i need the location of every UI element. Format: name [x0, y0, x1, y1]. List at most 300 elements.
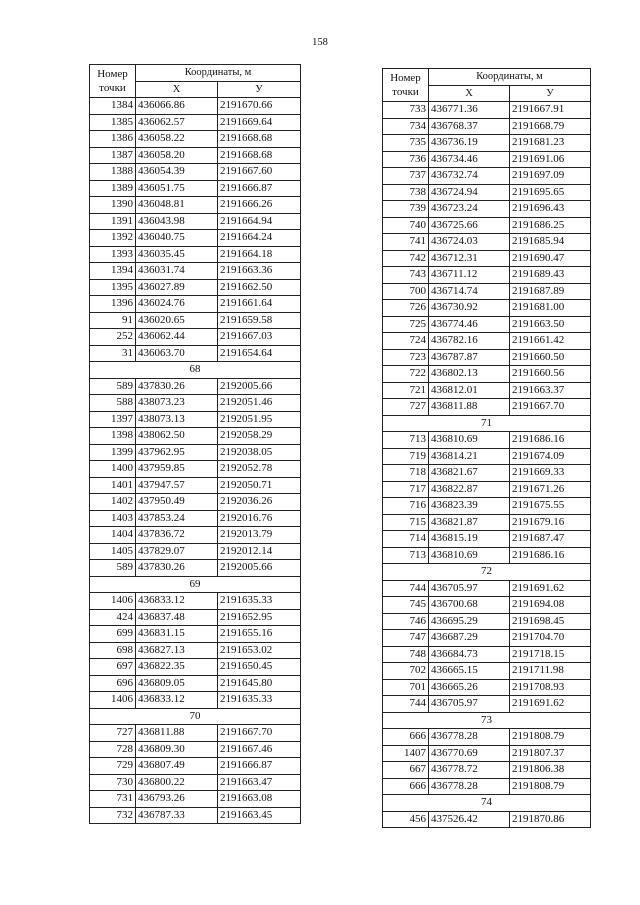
point-number-cell: 1401	[90, 477, 136, 494]
y-coordinate-cell: 2192051.46	[218, 395, 301, 412]
y-coordinate-cell: 2192051.95	[218, 411, 301, 428]
table-row	[383, 663, 591, 680]
table-row	[90, 758, 301, 775]
x-coordinate-cell: 436723.24	[429, 201, 510, 218]
x-coordinate-cell: 436062.57	[136, 114, 218, 131]
table-row	[383, 778, 591, 795]
left-table-body	[90, 98, 301, 824]
point-number-cell: 713	[383, 547, 429, 564]
table-row	[90, 609, 301, 626]
y-coordinate-cell: 2191669.64	[218, 114, 301, 131]
y-coordinate-cell: 2191664.94	[218, 213, 301, 230]
point-number-header	[90, 65, 136, 98]
y-coordinate-cell: 2191650.45	[218, 659, 301, 676]
table-row	[383, 580, 591, 597]
table-row	[383, 514, 591, 531]
table-row	[383, 151, 591, 168]
point-number-cell: 748	[383, 646, 429, 663]
x-coordinate-cell: 438073.13	[136, 411, 218, 428]
point-number-cell: 746	[383, 613, 429, 630]
y-coordinate-cell: 2191686.16	[510, 547, 591, 564]
table-row	[90, 461, 301, 478]
y-coordinate-cell: 2191660.50	[510, 349, 591, 366]
x-coordinate-cell: 436782.16	[429, 333, 510, 350]
y-coordinate-cell: 2191661.64	[218, 296, 301, 313]
y-coordinate-cell: 2191653.02	[218, 642, 301, 659]
table-header-row	[90, 65, 301, 82]
section-label: 71	[383, 415, 591, 432]
point-number-cell: 718	[383, 465, 429, 482]
point-number-cell: 1389	[90, 180, 136, 197]
x-coordinate-cell: 436811.88	[136, 725, 218, 742]
x-coordinate-cell: 436705.97	[429, 696, 510, 713]
y-coordinate-cell: 2191806.38	[510, 762, 591, 779]
point-number-cell: 715	[383, 514, 429, 531]
point-number-cell: 666	[383, 729, 429, 746]
x-coordinate-cell: 436778.28	[429, 778, 510, 795]
y-coordinate-cell: 2191664.18	[218, 246, 301, 263]
point-number-cell: 1404	[90, 527, 136, 544]
table-row	[383, 102, 591, 119]
point-number-cell: 713	[383, 432, 429, 449]
point-number-cell: 589	[90, 378, 136, 395]
point-number-cell: 1406	[90, 593, 136, 610]
y-coordinate-cell: 2191669.33	[510, 465, 591, 482]
table-row	[90, 642, 301, 659]
x-coordinate-cell: 436787.33	[136, 807, 218, 824]
x-coordinate-cell: 436810.69	[429, 547, 510, 564]
y-coordinate-cell: 2191666.87	[218, 758, 301, 775]
table-row	[383, 118, 591, 135]
y-coordinate-cell: 2191694.08	[510, 597, 591, 614]
point-number-cell: 1388	[90, 164, 136, 181]
table-row	[383, 168, 591, 185]
section-label: 69	[90, 576, 301, 593]
table-row	[90, 114, 301, 131]
x-coordinate-cell: 436027.89	[136, 279, 218, 296]
x-coordinate-cell: 436684.73	[429, 646, 510, 663]
point-number-cell: 1397	[90, 411, 136, 428]
y-coordinate-cell: 2192005.66	[218, 560, 301, 577]
point-number-cell: 742	[383, 250, 429, 267]
table-row	[90, 378, 301, 395]
y-coordinate-cell: 2191696.43	[510, 201, 591, 218]
y-coordinate-cell: 2192052.78	[218, 461, 301, 478]
x-coordinate-cell: 436043.98	[136, 213, 218, 230]
point-number-cell: 734	[383, 118, 429, 135]
point-number-header	[383, 69, 429, 102]
section-row	[383, 415, 591, 432]
table-row	[90, 428, 301, 445]
point-number-cell: 725	[383, 316, 429, 333]
table-row	[90, 345, 301, 362]
point-number-cell: 456	[383, 811, 429, 828]
y-coordinate-cell: 2192038.05	[218, 444, 301, 461]
y-coordinate-cell: 2192016.76	[218, 510, 301, 527]
table-row	[90, 279, 301, 296]
table-row	[90, 791, 301, 808]
y-coordinate-cell: 2191691.62	[510, 580, 591, 597]
x-coordinate-cell: 437959.85	[136, 461, 218, 478]
point-number-cell: 733	[383, 102, 429, 119]
table-row	[383, 762, 591, 779]
point-number-cell: 741	[383, 234, 429, 251]
x-coordinate-cell: 436063.70	[136, 345, 218, 362]
x-column-header: X	[429, 85, 510, 102]
table-row	[90, 741, 301, 758]
table-row	[90, 444, 301, 461]
x-coordinate-cell: 436730.92	[429, 300, 510, 317]
x-coordinate-cell: 436051.75	[136, 180, 218, 197]
point-number-cell: 719	[383, 448, 429, 465]
point-number-cell: 1406	[90, 692, 136, 709]
x-coordinate-cell: 436831.15	[136, 626, 218, 643]
y-coordinate-cell: 2191668.79	[510, 118, 591, 135]
point-number-cell: 743	[383, 267, 429, 284]
table-row	[383, 333, 591, 350]
point-number-cell: 729	[90, 758, 136, 775]
x-coordinate-cell: 436724.03	[429, 234, 510, 251]
table-row	[383, 729, 591, 746]
x-coordinate-cell: 436705.97	[429, 580, 510, 597]
point-number-cell: 717	[383, 481, 429, 498]
x-coordinate-cell: 436687.29	[429, 630, 510, 647]
y-coordinate-cell: 2191663.50	[510, 316, 591, 333]
table-row	[90, 230, 301, 247]
y-coordinate-cell: 2191666.26	[218, 197, 301, 214]
point-number-cell: 1407	[383, 745, 429, 762]
table-row	[90, 147, 301, 164]
point-number-cell: 1392	[90, 230, 136, 247]
point-number-cell: 1393	[90, 246, 136, 263]
x-coordinate-cell: 436807.49	[136, 758, 218, 775]
point-number-cell: 1403	[90, 510, 136, 527]
section-label: 72	[383, 564, 591, 581]
y-coordinate-cell: 2191679.16	[510, 514, 591, 531]
point-number-cell: 1396	[90, 296, 136, 313]
table-row	[90, 197, 301, 214]
table-row	[383, 135, 591, 152]
table-row	[90, 180, 301, 197]
x-coordinate-cell: 436821.67	[429, 465, 510, 482]
x-coordinate-cell: 437830.26	[136, 378, 218, 395]
table-row	[90, 395, 301, 412]
table-row	[383, 531, 591, 548]
point-number-cell: 1387	[90, 147, 136, 164]
x-coordinate-cell: 436787.87	[429, 349, 510, 366]
y-coordinate-cell: 2191695.65	[510, 184, 591, 201]
x-coordinate-cell: 436040.75	[136, 230, 218, 247]
table-row	[383, 745, 591, 762]
table-row	[383, 696, 591, 713]
point-number-cell: 1398	[90, 428, 136, 445]
table-row	[383, 349, 591, 366]
x-column-header: X	[136, 81, 218, 98]
y-coordinate-cell: 2191662.50	[218, 279, 301, 296]
right-table-body	[383, 102, 591, 828]
point-number-cell: 726	[383, 300, 429, 317]
x-coordinate-cell: 436770.69	[429, 745, 510, 762]
point-number-cell: 1405	[90, 543, 136, 560]
table-row	[383, 646, 591, 663]
table-row	[383, 300, 591, 317]
x-coordinate-cell: 436736.19	[429, 135, 510, 152]
x-coordinate-cell: 437526.42	[429, 811, 510, 828]
point-number-cell: 728	[90, 741, 136, 758]
table-row	[383, 250, 591, 267]
point-number-cell: 589	[90, 560, 136, 577]
x-coordinate-cell: 437947.57	[136, 477, 218, 494]
y-column-header: У	[218, 81, 301, 98]
table-row	[90, 725, 301, 742]
y-coordinate-cell: 2191663.36	[218, 263, 301, 280]
table-row	[383, 448, 591, 465]
table-row	[383, 432, 591, 449]
x-coordinate-cell: 436833.12	[136, 593, 218, 610]
table-row	[383, 382, 591, 399]
y-coordinate-cell: 2191870.86	[510, 811, 591, 828]
table-row	[90, 263, 301, 280]
section-label: 74	[383, 795, 591, 812]
table-row	[383, 481, 591, 498]
y-coordinate-cell: 2191674.09	[510, 448, 591, 465]
table-row	[90, 510, 301, 527]
table-row	[383, 597, 591, 614]
x-coordinate-cell: 436833.12	[136, 692, 218, 709]
table-row	[383, 679, 591, 696]
y-coordinate-cell: 2192013.79	[218, 527, 301, 544]
y-coordinate-cell: 2191718.15	[510, 646, 591, 663]
table-row	[383, 613, 591, 630]
table-row	[383, 201, 591, 218]
point-number-cell: 745	[383, 597, 429, 614]
y-coordinate-cell: 2191668.68	[218, 147, 301, 164]
y-coordinate-cell: 2192012.14	[218, 543, 301, 560]
y-coordinate-cell: 2191685.94	[510, 234, 591, 251]
point-number-cell: 747	[383, 630, 429, 647]
table-row	[90, 131, 301, 148]
y-coordinate-cell: 2191660.56	[510, 366, 591, 383]
point-number-cell: 1386	[90, 131, 136, 148]
y-coordinate-cell: 2191663.47	[218, 774, 301, 791]
y-coordinate-cell: 2191686.25	[510, 217, 591, 234]
table-row	[90, 527, 301, 544]
table-row	[383, 267, 591, 284]
y-coordinate-cell: 2191635.33	[218, 593, 301, 610]
x-coordinate-cell: 436066.86	[136, 98, 218, 115]
y-coordinate-cell: 2191691.62	[510, 696, 591, 713]
y-coordinate-cell: 2191686.16	[510, 432, 591, 449]
y-coordinate-cell: 2191667.70	[510, 399, 591, 416]
y-coordinate-cell: 2191690.47	[510, 250, 591, 267]
y-coordinate-cell: 2191645.80	[218, 675, 301, 692]
y-coordinate-cell: 2191711.98	[510, 663, 591, 680]
y-coordinate-cell: 2191675.55	[510, 498, 591, 515]
y-coordinate-cell: 2191708.93	[510, 679, 591, 696]
x-coordinate-cell: 436062.44	[136, 329, 218, 346]
x-coordinate-cell: 436774.46	[429, 316, 510, 333]
x-coordinate-cell: 436725.66	[429, 217, 510, 234]
x-coordinate-cell: 436811.88	[429, 399, 510, 416]
point-number-header-line1: Номер	[390, 72, 421, 84]
point-number-cell: 716	[383, 498, 429, 515]
table-row	[90, 164, 301, 181]
point-number-cell: 1395	[90, 279, 136, 296]
y-coordinate-cell: 2191664.24	[218, 230, 301, 247]
y-coordinate-cell: 2191668.68	[218, 131, 301, 148]
y-coordinate-cell: 2191663.45	[218, 807, 301, 824]
point-number-cell: 1402	[90, 494, 136, 511]
point-number-cell: 1399	[90, 444, 136, 461]
x-coordinate-cell: 436814.21	[429, 448, 510, 465]
table-row	[383, 630, 591, 647]
y-coordinate-cell: 2191670.66	[218, 98, 301, 115]
x-coordinate-cell: 437836.72	[136, 527, 218, 544]
x-coordinate-cell: 438073.23	[136, 395, 218, 412]
y-coordinate-cell: 2191666.87	[218, 180, 301, 197]
table-row	[90, 659, 301, 676]
x-coordinate-cell: 436812.01	[429, 382, 510, 399]
y-coordinate-cell: 2191635.33	[218, 692, 301, 709]
point-number-cell: 1400	[90, 461, 136, 478]
point-number-cell: 744	[383, 580, 429, 597]
coordinates-table-left	[89, 64, 301, 824]
section-row	[383, 564, 591, 581]
table-row	[383, 217, 591, 234]
table-row	[383, 498, 591, 515]
point-number-cell: 724	[383, 333, 429, 350]
table-row	[90, 246, 301, 263]
section-row	[90, 576, 301, 593]
point-number-cell: 722	[383, 366, 429, 383]
coordinates-header: Координаты, м	[429, 69, 591, 86]
y-coordinate-cell: 2192058.29	[218, 428, 301, 445]
y-coordinate-cell: 2191654.64	[218, 345, 301, 362]
x-coordinate-cell: 436058.20	[136, 147, 218, 164]
x-coordinate-cell: 437830.26	[136, 560, 218, 577]
point-number-cell: 744	[383, 696, 429, 713]
x-coordinate-cell: 436802.13	[429, 366, 510, 383]
y-coordinate-cell: 2191698.45	[510, 613, 591, 630]
point-number-cell: 696	[90, 675, 136, 692]
point-number-cell: 252	[90, 329, 136, 346]
point-number-cell: 697	[90, 659, 136, 676]
point-number-cell: 736	[383, 151, 429, 168]
x-coordinate-cell: 436048.81	[136, 197, 218, 214]
x-coordinate-cell: 436823.39	[429, 498, 510, 515]
point-number-cell: 723	[383, 349, 429, 366]
coordinates-header: Координаты, м	[136, 65, 301, 82]
table-row	[383, 547, 591, 564]
point-number-cell: 588	[90, 395, 136, 412]
point-number-cell: 737	[383, 168, 429, 185]
x-coordinate-cell: 436700.68	[429, 597, 510, 614]
y-coordinate-cell: 2191687.47	[510, 531, 591, 548]
y-coordinate-cell: 2191691.06	[510, 151, 591, 168]
y-coordinate-cell: 2191681.23	[510, 135, 591, 152]
x-coordinate-cell: 436800.22	[136, 774, 218, 791]
x-coordinate-cell: 436734.46	[429, 151, 510, 168]
y-coordinate-cell: 2191667.46	[218, 741, 301, 758]
table-row	[90, 543, 301, 560]
point-number-cell: 1385	[90, 114, 136, 131]
table-row	[383, 283, 591, 300]
x-coordinate-cell: 436031.74	[136, 263, 218, 280]
x-coordinate-cell: 436815.19	[429, 531, 510, 548]
table-row	[90, 626, 301, 643]
point-number-cell: 701	[383, 679, 429, 696]
x-coordinate-cell: 436809.05	[136, 675, 218, 692]
x-coordinate-cell: 436793.26	[136, 791, 218, 808]
x-coordinate-cell: 436778.72	[429, 762, 510, 779]
y-coordinate-cell: 2191663.37	[510, 382, 591, 399]
x-coordinate-cell: 436827.13	[136, 642, 218, 659]
x-coordinate-cell: 437853.24	[136, 510, 218, 527]
table-row	[383, 234, 591, 251]
coordinates-table-right	[382, 68, 591, 828]
x-coordinate-cell: 436768.37	[429, 118, 510, 135]
y-coordinate-cell: 2191667.70	[218, 725, 301, 742]
point-number-cell: 698	[90, 642, 136, 659]
x-coordinate-cell: 436771.36	[429, 102, 510, 119]
y-coordinate-cell: 2191681.00	[510, 300, 591, 317]
section-row	[90, 708, 301, 725]
x-coordinate-cell: 436058.22	[136, 131, 218, 148]
section-row	[383, 712, 591, 729]
table-row	[383, 316, 591, 333]
point-number-cell: 727	[383, 399, 429, 416]
point-number-cell: 738	[383, 184, 429, 201]
point-number-cell: 702	[383, 663, 429, 680]
table-row	[90, 296, 301, 313]
point-number-header-line2: точки	[99, 82, 126, 94]
x-coordinate-cell: 436778.28	[429, 729, 510, 746]
y-coordinate-cell: 2191704.70	[510, 630, 591, 647]
point-number-cell: 739	[383, 201, 429, 218]
table-row	[90, 807, 301, 824]
x-coordinate-cell: 436732.74	[429, 168, 510, 185]
y-coordinate-cell: 2191667.60	[218, 164, 301, 181]
section-row	[90, 362, 301, 379]
table-row	[90, 593, 301, 610]
section-label: 68	[90, 362, 301, 379]
y-coordinate-cell: 2191697.09	[510, 168, 591, 185]
point-number-cell: 731	[90, 791, 136, 808]
point-number-cell: 91	[90, 312, 136, 329]
y-coordinate-cell: 2191659.58	[218, 312, 301, 329]
y-coordinate-cell: 2191671.26	[510, 481, 591, 498]
x-coordinate-cell: 436810.69	[429, 432, 510, 449]
x-coordinate-cell: 436020.65	[136, 312, 218, 329]
y-coordinate-cell: 2191667.91	[510, 102, 591, 119]
table-row	[90, 560, 301, 577]
x-coordinate-cell: 436711.12	[429, 267, 510, 284]
table-row	[383, 366, 591, 383]
x-coordinate-cell: 436054.39	[136, 164, 218, 181]
table-row	[90, 213, 301, 230]
section-label: 73	[383, 712, 591, 729]
x-coordinate-cell: 436665.26	[429, 679, 510, 696]
y-coordinate-cell: 2191808.79	[510, 778, 591, 795]
x-coordinate-cell: 437962.95	[136, 444, 218, 461]
point-number-header-line1: Номер	[97, 68, 128, 80]
table-row	[90, 312, 301, 329]
x-coordinate-cell: 436695.29	[429, 613, 510, 630]
y-coordinate-cell: 2191687.89	[510, 283, 591, 300]
point-number-cell: 700	[383, 283, 429, 300]
table-row	[90, 329, 301, 346]
y-coordinate-cell: 2191808.79	[510, 729, 591, 746]
